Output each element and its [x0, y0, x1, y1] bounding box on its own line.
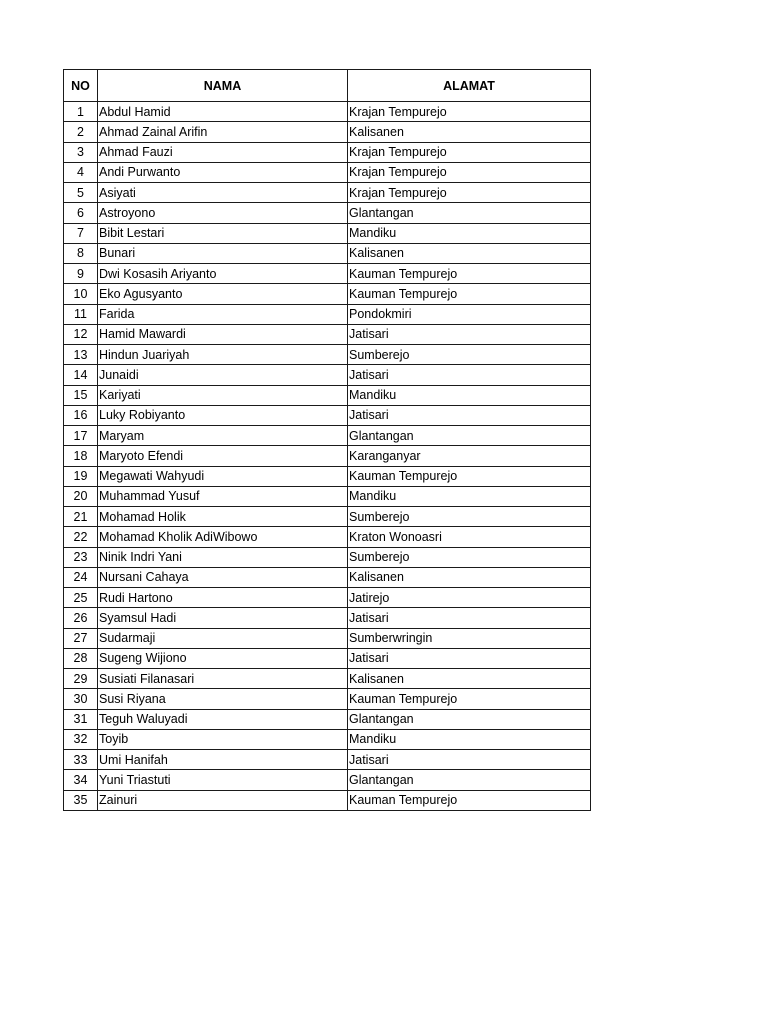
- cell-alamat: Kauman Tempurejo: [348, 689, 591, 709]
- table-row: [64, 264, 591, 284]
- table-row: [64, 324, 591, 344]
- cell-nama: Ahmad Fauzi: [98, 142, 348, 162]
- cell-no: 9: [64, 264, 98, 284]
- table-row: [64, 304, 591, 324]
- table-row: [64, 162, 591, 182]
- cell-no: 2: [64, 122, 98, 142]
- table-row: [64, 648, 591, 668]
- cell-nama: Abdul Hamid: [98, 102, 348, 122]
- table-row: [64, 527, 591, 547]
- table-row: [64, 770, 591, 790]
- cell-alamat: Kalisanen: [348, 243, 591, 263]
- cell-alamat: Jatisari: [348, 365, 591, 385]
- cell-no: 31: [64, 709, 98, 729]
- cell-nama: Teguh Waluyadi: [98, 709, 348, 729]
- cell-no: 14: [64, 365, 98, 385]
- table-body: [64, 102, 591, 811]
- cell-no: 24: [64, 567, 98, 587]
- cell-no: 3: [64, 142, 98, 162]
- cell-alamat: Kalisanen: [348, 669, 591, 689]
- table-row: [64, 122, 591, 142]
- cell-nama: Yuni Triastuti: [98, 770, 348, 790]
- cell-no: 28: [64, 648, 98, 668]
- cell-no: 11: [64, 304, 98, 324]
- cell-alamat: Glantangan: [348, 203, 591, 223]
- cell-alamat: Kraton Wonoasri: [348, 527, 591, 547]
- cell-alamat: Jatirejo: [348, 588, 591, 608]
- cell-no: 5: [64, 183, 98, 203]
- cell-nama: Hamid Mawardi: [98, 324, 348, 344]
- cell-no: 17: [64, 426, 98, 446]
- cell-no: 10: [64, 284, 98, 304]
- cell-alamat: Karanganyar: [348, 446, 591, 466]
- header-alamat: ALAMAT: [348, 70, 591, 102]
- table-row: [64, 729, 591, 749]
- header-row: [64, 70, 591, 102]
- table-row: [64, 750, 591, 770]
- table-row: [64, 628, 591, 648]
- table-row: [64, 689, 591, 709]
- cell-nama: Astroyono: [98, 203, 348, 223]
- cell-alamat: Krajan Tempurejo: [348, 102, 591, 122]
- table-row: [64, 426, 591, 446]
- cell-nama: Bibit Lestari: [98, 223, 348, 243]
- cell-alamat: Sumberejo: [348, 507, 591, 527]
- cell-no: 13: [64, 345, 98, 365]
- cell-alamat: Kauman Tempurejo: [348, 790, 591, 810]
- table-row: [64, 142, 591, 162]
- cell-nama: Susiati Filanasari: [98, 669, 348, 689]
- cell-alamat: Mandiku: [348, 385, 591, 405]
- header-nama: NAMA: [98, 70, 348, 102]
- cell-no: 18: [64, 446, 98, 466]
- table-row: [64, 709, 591, 729]
- cell-no: 8: [64, 243, 98, 263]
- cell-nama: Eko Agusyanto: [98, 284, 348, 304]
- cell-alamat: Kalisanen: [348, 122, 591, 142]
- cell-alamat: Mandiku: [348, 223, 591, 243]
- cell-nama: Megawati Wahyudi: [98, 466, 348, 486]
- cell-nama: Ahmad Zainal Arifin: [98, 122, 348, 142]
- table-row: [64, 203, 591, 223]
- table-row: [64, 567, 591, 587]
- cell-no: 22: [64, 527, 98, 547]
- cell-alamat: Sumberwringin: [348, 628, 591, 648]
- cell-nama: Mohamad Kholik AdiWibowo: [98, 527, 348, 547]
- cell-no: 7: [64, 223, 98, 243]
- cell-no: 23: [64, 547, 98, 567]
- cell-no: 1: [64, 102, 98, 122]
- cell-alamat: Mandiku: [348, 486, 591, 506]
- table-row: [64, 243, 591, 263]
- table-row: [64, 385, 591, 405]
- header-no: NO: [64, 70, 98, 102]
- cell-no: 4: [64, 162, 98, 182]
- cell-alamat: Kauman Tempurejo: [348, 466, 591, 486]
- table-row: [64, 608, 591, 628]
- cell-alamat: Jatisari: [348, 608, 591, 628]
- cell-alamat: Mandiku: [348, 729, 591, 749]
- cell-alamat: Jatisari: [348, 405, 591, 425]
- cell-no: 26: [64, 608, 98, 628]
- cell-alamat: Jatisari: [348, 648, 591, 668]
- cell-nama: Junaidi: [98, 365, 348, 385]
- cell-nama: Sudarmaji: [98, 628, 348, 648]
- table-row: [64, 588, 591, 608]
- cell-alamat: Kauman Tempurejo: [348, 264, 591, 284]
- cell-no: 34: [64, 770, 98, 790]
- table-row: [64, 486, 591, 506]
- cell-nama: Syamsul Hadi: [98, 608, 348, 628]
- cell-nama: Farida: [98, 304, 348, 324]
- cell-alamat: Pondokmiri: [348, 304, 591, 324]
- cell-alamat: Sumberejo: [348, 345, 591, 365]
- table-row: [64, 466, 591, 486]
- cell-alamat: Sumberejo: [348, 547, 591, 567]
- table-row: [64, 284, 591, 304]
- cell-alamat: Glantangan: [348, 709, 591, 729]
- cell-nama: Susi Riyana: [98, 689, 348, 709]
- cell-nama: Muhammad Yusuf: [98, 486, 348, 506]
- cell-nama: Bunari: [98, 243, 348, 263]
- cell-no: 19: [64, 466, 98, 486]
- name-address-table: [63, 69, 591, 811]
- cell-alamat: Glantangan: [348, 770, 591, 790]
- cell-nama: Toyib: [98, 729, 348, 749]
- table-row: [64, 102, 591, 122]
- spreadsheet-area: [63, 69, 591, 811]
- cell-nama: Asiyati: [98, 183, 348, 203]
- cell-alamat: Kalisanen: [348, 567, 591, 587]
- cell-nama: Hindun Juariyah: [98, 345, 348, 365]
- cell-alamat: Krajan Tempurejo: [348, 162, 591, 182]
- cell-nama: Luky Robiyanto: [98, 405, 348, 425]
- cell-no: 12: [64, 324, 98, 344]
- cell-nama: Nursani Cahaya: [98, 567, 348, 587]
- cell-nama: Dwi Kosasih Ariyanto: [98, 264, 348, 284]
- cell-nama: Zainuri: [98, 790, 348, 810]
- cell-no: 29: [64, 669, 98, 689]
- cell-no: 6: [64, 203, 98, 223]
- cell-no: 25: [64, 588, 98, 608]
- cell-no: 16: [64, 405, 98, 425]
- cell-alamat: Jatisari: [348, 750, 591, 770]
- cell-nama: Ninik Indri Yani: [98, 547, 348, 567]
- cell-no: 15: [64, 385, 98, 405]
- cell-nama: Maryoto Efendi: [98, 446, 348, 466]
- cell-nama: Rudi Hartono: [98, 588, 348, 608]
- cell-nama: Umi Hanifah: [98, 750, 348, 770]
- table-row: [64, 223, 591, 243]
- cell-nama: Andi Purwanto: [98, 162, 348, 182]
- cell-alamat: Glantangan: [348, 426, 591, 446]
- table-header: [64, 70, 591, 102]
- table-row: [64, 547, 591, 567]
- table-row: [64, 507, 591, 527]
- cell-nama: Maryam: [98, 426, 348, 446]
- cell-no: 33: [64, 750, 98, 770]
- cell-alamat: Krajan Tempurejo: [348, 183, 591, 203]
- cell-nama: Mohamad Holik: [98, 507, 348, 527]
- table-row: [64, 183, 591, 203]
- cell-no: 21: [64, 507, 98, 527]
- cell-nama: Kariyati: [98, 385, 348, 405]
- cell-no: 32: [64, 729, 98, 749]
- cell-no: 20: [64, 486, 98, 506]
- table-row: [64, 365, 591, 385]
- table-row: [64, 405, 591, 425]
- cell-alamat: Kauman Tempurejo: [348, 284, 591, 304]
- table-row: [64, 345, 591, 365]
- cell-no: 30: [64, 689, 98, 709]
- cell-nama: Sugeng Wijiono: [98, 648, 348, 668]
- cell-no: 35: [64, 790, 98, 810]
- table-row: [64, 790, 591, 810]
- cell-no: 27: [64, 628, 98, 648]
- table-row: [64, 446, 591, 466]
- table-row: [64, 669, 591, 689]
- cell-alamat: Krajan Tempurejo: [348, 142, 591, 162]
- cell-alamat: Jatisari: [348, 324, 591, 344]
